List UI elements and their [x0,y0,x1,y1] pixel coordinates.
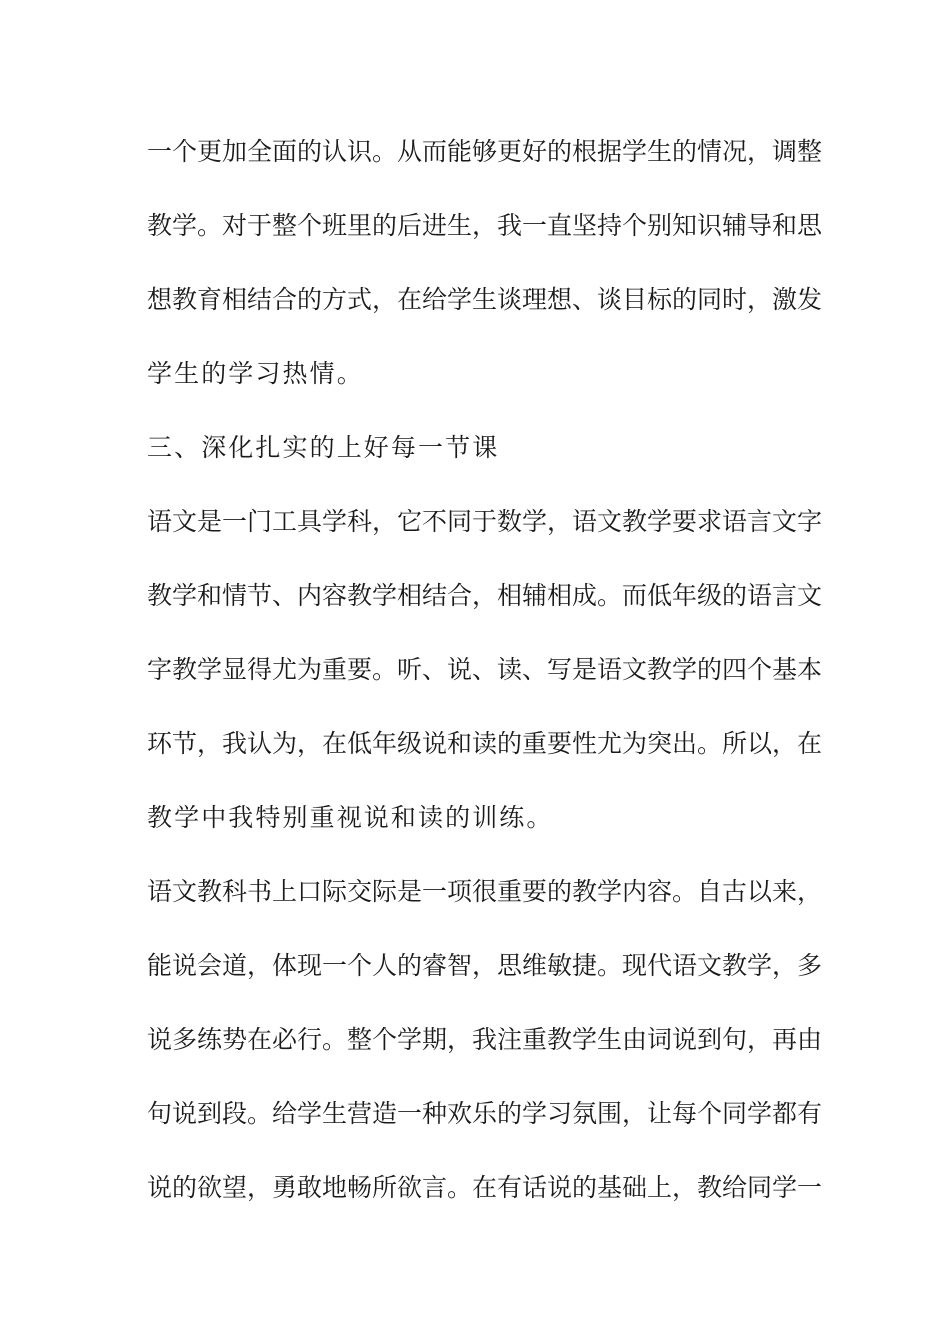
section-heading: 三、深化扎实的上好每一节课 [147,433,500,462]
paragraph-line: 句说到段。给学生营造一种欢乐的学习氛围，让每个同学都有 [147,1099,823,1128]
paragraph-line: 教学中我特别重视说和读的训练。 [147,803,554,832]
paragraph-line: 说多练势在必行。整个学期，我注重教学生由词说到句，再由 [147,1025,823,1054]
paragraph-line: 想教育相结合的方式，在给学生谈理想、谈目标的同时，激发 [147,285,823,314]
paragraph-line: 字教学显得尤为重要。听、说、读、写是语文教学的四个基本 [147,655,823,684]
paragraph-line: 学生的学习热情。 [147,359,364,388]
paragraph-line: 教学。对于整个班里的后进生，我一直坚持个别知识辅导和思 [147,211,823,240]
paragraph-line: 说的欲望，勇敢地畅所欲言。在有话说的基础上，教给同学一 [147,1173,823,1202]
paragraph-line: 一个更加全面的认识。从而能够更好的根据学生的情况，调整 [147,137,823,166]
paragraph-line: 环节，我认为，在低年级说和读的重要性尤为突出。所以，在 [147,729,823,758]
paragraph-line: 教学和情节、内容教学相结合，相辅相成。而低年级的语言文 [147,581,823,610]
paragraph-line: 能说会道，体现一个人的睿智，思维敏捷。现代语文教学，多 [147,951,823,980]
paragraph-line: 语文教科书上口际交际是一项很重要的教学内容。自古以来， [147,877,823,906]
paragraph-line: 语文是一门工具学科，它不同于数学，语文教学要求语言文字 [147,507,823,536]
